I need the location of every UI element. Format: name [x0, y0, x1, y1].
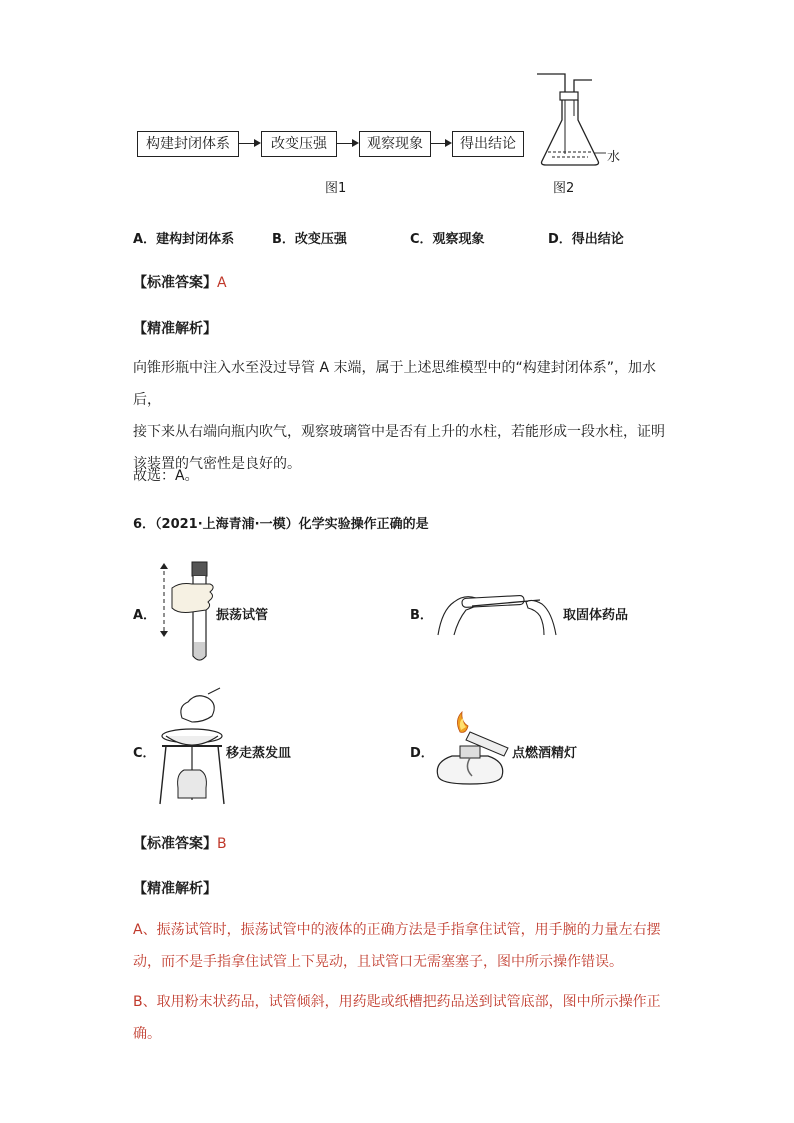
- flow-step-3: 观察现象: [359, 131, 431, 157]
- q5-option-d: D．得出结论: [548, 232, 624, 247]
- q5-option-a: A．建构封闭体系: [133, 232, 235, 247]
- q6-title: 6．（2021·上海青浦·一模）化学实验操作正确的是: [133, 517, 429, 532]
- q5-answer: 【标准答案】A: [133, 275, 227, 291]
- q5-analysis-line: 向锥形瓶中注入水至没过导管 A 末端，属于上述思维模型中的“构建封闭体系”，加水后，: [133, 360, 656, 408]
- take-solid-medicine-illustration: [432, 580, 562, 640]
- remove-evaporating-dish-illustration: [152, 688, 232, 806]
- flow-step-4: 得出结论: [452, 131, 524, 157]
- figure2-caption: 图2: [553, 181, 575, 196]
- q6-analysis-line: A、振荡试管时，振荡试管中的液体的正确方法是手指拿住试管，用手腕的力量左右摆: [133, 922, 661, 938]
- q6-analysis-line: B、取用粉末状药品，试管倾斜，用药匙或纸槽把药品送到试管底部，图中所示操作正: [133, 994, 661, 1010]
- q6-answer: 【标准答案】B: [133, 836, 227, 852]
- q6-option-c-label: 移走蒸发皿: [226, 746, 292, 761]
- q6-analysis-heading: 【精准解析】: [133, 881, 217, 897]
- q5-conclusion: 故选：A。: [133, 468, 199, 484]
- q5-analysis: [133, 352, 673, 480]
- q5-analysis-heading: 【精准解析】: [133, 321, 217, 337]
- flow-step-1: 构建封闭体系: [137, 131, 239, 157]
- q6-option-d-letter: D．: [410, 746, 434, 761]
- flow-arrow-3: [431, 143, 450, 144]
- q6-analysis: [133, 914, 673, 1050]
- q6-analysis-line: 动，而不是手指拿住试管上下晃动，且试管口无需塞塞子，图中所示操作错误。: [133, 954, 623, 970]
- q5-analysis-line: 该装置的气密性是良好的。: [133, 456, 301, 472]
- q6-option-a-letter: A．: [133, 608, 157, 623]
- q5-option-b: B．改变压强: [272, 232, 347, 247]
- q6-analysis-line: 确。: [133, 1026, 161, 1042]
- light-alcohol-lamp-illustration: [430, 710, 520, 790]
- q6-option-d-label: 点燃酒精灯: [512, 746, 578, 761]
- figure1-caption: 图1: [325, 181, 347, 196]
- q6-option-a-label: 振荡试管: [216, 608, 269, 623]
- q6-option-c-letter: C．: [133, 746, 156, 761]
- flow-arrow-2: [337, 143, 357, 144]
- flow-arrow-1: [239, 143, 259, 144]
- q6-option-b-letter: B．: [410, 608, 433, 623]
- q5-analysis-line: 接下来从右端向瓶内吹气，观察玻璃管中是否有上升的水柱，若能形成一段水柱，证明: [133, 424, 665, 440]
- flow-step-2: 改变压强: [261, 131, 337, 157]
- water-label: 水: [607, 150, 621, 165]
- q6-option-b-label: 取固体药品: [563, 608, 629, 623]
- shake-test-tube-illustration: [152, 560, 217, 665]
- q5-option-c: C．观察现象: [410, 232, 485, 247]
